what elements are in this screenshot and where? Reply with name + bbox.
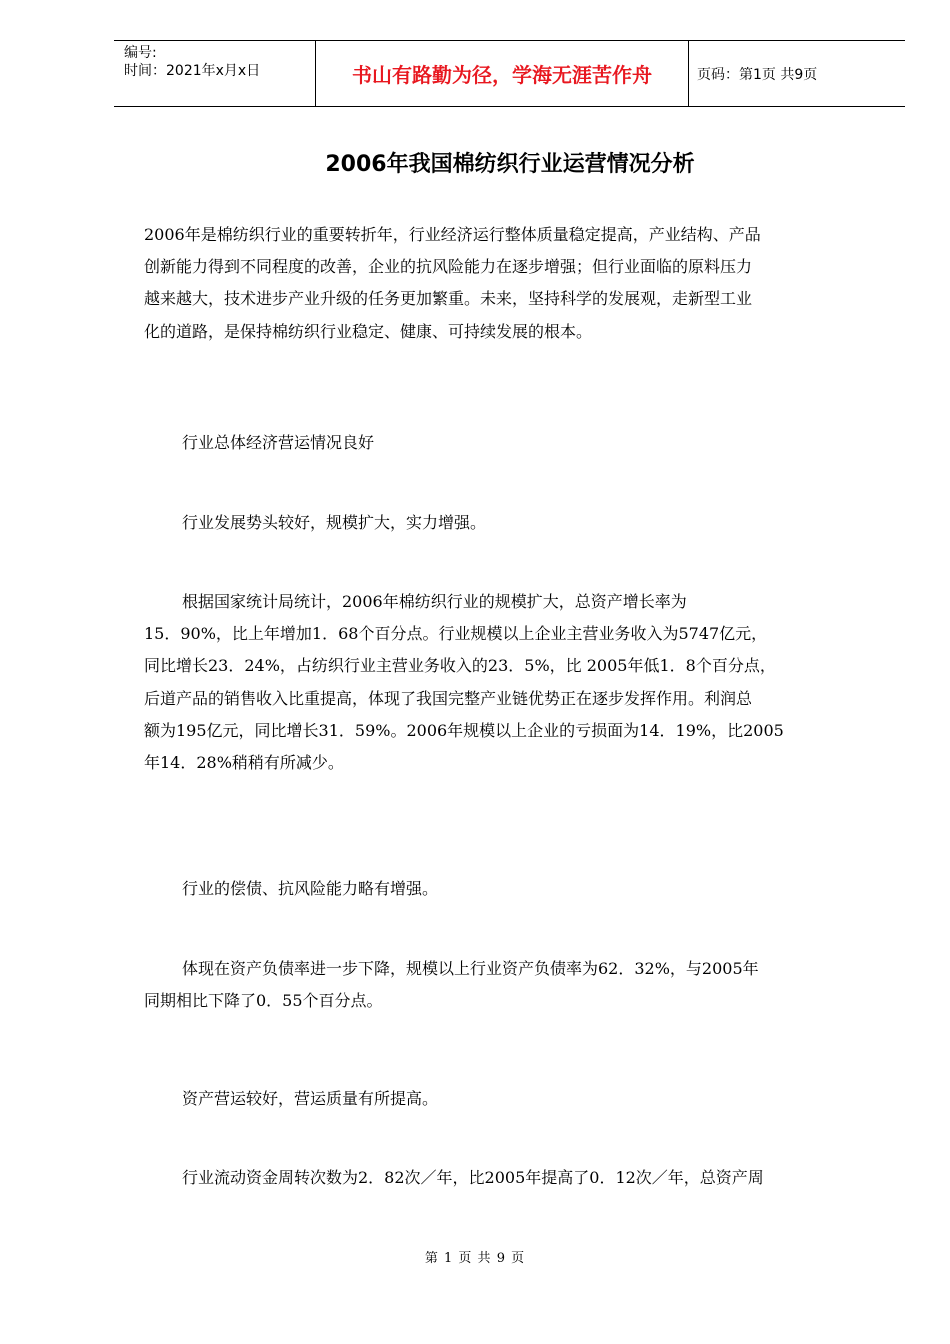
- section-heading-operations: 资产营运较好，营运质量有所提高。: [182, 1089, 439, 1108]
- paragraph-line: 额为195亿元，同比增长31．59%。2006年规模以上企业的亏损面为14．19%，比2005: [144, 720, 784, 740]
- debt-paragraph: [144, 953, 884, 1017]
- section-heading-development: 行业发展势头较好，规模扩大，实力增强。: [182, 513, 487, 532]
- document-title: 2006年我国棉纺织行业运营情况分析: [325, 152, 695, 177]
- stats-paragraph: [144, 586, 884, 779]
- paragraph-line: 后道产品的销售收入比重提高，体现了我国完整产业链优势正在逐步发挥作用。利润总: [144, 688, 753, 708]
- paragraph-line: 根据国家统计局统计，2006年棉纺织行业的规模扩大，总资产增长率为: [182, 592, 687, 611]
- paragraph-line: 15．90%，比上年增加1．68个百分点。行业规模以上企业主营业务收入为5747亿元，: [144, 624, 768, 644]
- header-meta-cell: [114, 41, 315, 106]
- paragraph-line: 创新能力得到不同程度的改善，企业的抗风险能力在逐步增强；但行业面临的原料压力: [144, 257, 753, 277]
- motto-text: 书山有路勤为径，学海无涯苦作舟: [352, 63, 652, 87]
- header-table: [114, 40, 905, 107]
- paragraph-line: 越来越大，技术进步产业升级的任务更加繁重。未来，坚持科学的发展观，走新型工业: [144, 289, 753, 309]
- paragraph-line: 2006年是棉纺织行业的重要转折年，行业经济运行整体质量稳定提高，产业结构、产品: [144, 225, 761, 244]
- motto-cell: [315, 41, 689, 106]
- turnover-paragraph: [144, 1162, 884, 1194]
- paragraph-line: 化的道路，是保持棉纺织行业稳定、健康、可持续发展的根本。: [144, 321, 593, 341]
- paragraph-line: 行业流动资金周转次数为2．82次／年，比2005年提高了0．12次／年，总资产周: [182, 1168, 764, 1187]
- paragraph-line: 体现在资产负债率进一步下降，规模以上行业资产负债率为62．32%，与2005年: [182, 959, 759, 978]
- paragraph-line: 同期相比下降了0．55个百分点。: [144, 991, 383, 1011]
- time-label: 时间：2021年x月x日: [124, 63, 261, 79]
- page-footer: 第 1 页 共 9 页: [424, 1251, 526, 1266]
- page-info-text: 页码：第1页 共9页: [697, 66, 818, 83]
- intro-paragraph: [144, 219, 884, 348]
- section-heading-debt: 行业的偿债、抗风险能力略有增强。: [182, 879, 439, 898]
- paragraph-line: 同比增长23．24%，占纺织行业主营业务收入的23．5%，比 2005年低1．8个百分点，: [144, 656, 776, 676]
- page-info-cell: [689, 41, 905, 106]
- paragraph-line: 年14．28%稍稍有所减少。: [144, 753, 344, 773]
- number-label: 编号:: [124, 45, 157, 61]
- section-heading-overall: 行业总体经济营运情况良好: [182, 433, 375, 452]
